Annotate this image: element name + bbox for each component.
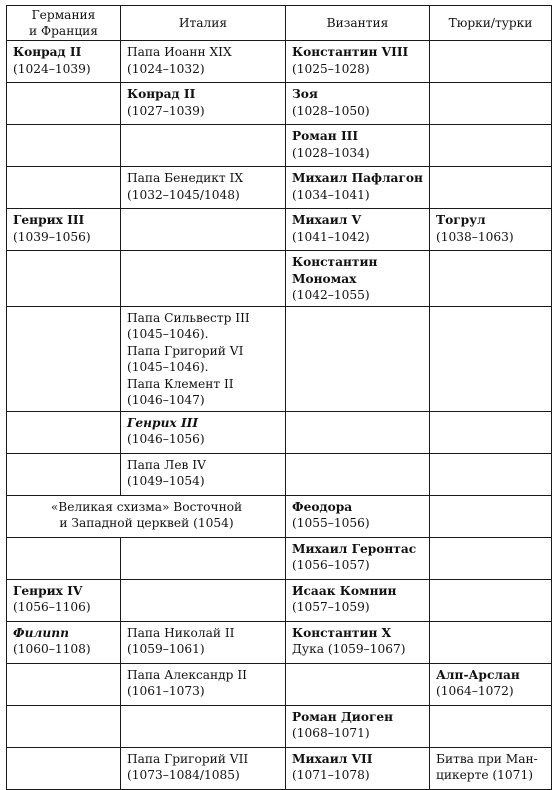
cell-line: Папа Григорий VII — [127, 751, 249, 766]
cell-line: Конрад II — [127, 87, 196, 101]
cell-line: Роман III — [292, 129, 359, 143]
cell-byzantium — [286, 495, 430, 537]
cell-line: Папа Клемент II — [127, 376, 234, 391]
cell-germany-france — [7, 41, 121, 83]
cell-turks — [430, 579, 552, 621]
cell-line: Генрих III — [127, 415, 199, 430]
cell-germany-france — [7, 453, 121, 495]
header-byzantium: Византия — [286, 6, 430, 41]
cell-turks — [430, 537, 552, 579]
cell-byzantium — [286, 83, 430, 125]
cell-turks — [430, 251, 552, 307]
cell-line: Папа Сильвестр III — [127, 310, 250, 325]
cell-turks — [430, 83, 552, 125]
cell-line: Папа Александр II — [127, 667, 247, 682]
cell-germany-france — [7, 621, 121, 663]
cell-italy — [121, 167, 286, 209]
table-row — [7, 167, 552, 209]
cell-germany-france — [7, 167, 121, 209]
cell-turks — [430, 621, 552, 663]
cell-line: (1045–1046). — [127, 360, 209, 374]
cell-schism-event — [7, 495, 286, 537]
table-row — [7, 125, 552, 167]
cell-byzantium — [286, 663, 430, 705]
table-row — [7, 411, 552, 453]
cell-line: (1042–1055) — [292, 288, 370, 302]
cell-italy — [121, 306, 286, 411]
cell-line: Генрих IV — [13, 583, 83, 598]
cell-line: (1049–1054) — [127, 474, 205, 488]
cell-germany-france — [7, 125, 121, 167]
table-body — [7, 41, 552, 790]
cell-line: (1068–1071) — [292, 726, 370, 740]
cell-line: (1057–1059) — [292, 600, 370, 614]
cell-germany-france — [7, 705, 121, 747]
header-italy: Италия — [121, 6, 286, 41]
cell-turks — [430, 705, 552, 747]
cell-line: (1056–1057) — [292, 558, 370, 572]
table-row — [7, 41, 552, 83]
cell-byzantium — [286, 209, 430, 251]
cell-italy — [121, 579, 286, 621]
cell-line: Константин X — [292, 625, 392, 640]
table-row — [7, 705, 552, 747]
cell-line: Михаил Пафлагон — [292, 171, 423, 185]
cell-line: (1032–1045/1048) — [127, 187, 240, 202]
cell-line: Дука (1059–1067) — [292, 642, 406, 656]
cell-line: Алп-Арслан — [436, 667, 520, 682]
cell-line: Мономах — [292, 271, 357, 286]
cell-line: (1046–1056) — [127, 432, 205, 446]
cell-line: Михаил VII — [292, 751, 373, 766]
cell-turks — [430, 495, 552, 537]
cell-italy — [121, 41, 286, 83]
cell-germany-france — [7, 83, 121, 125]
cell-line: Михаил V — [292, 213, 362, 227]
cell-line: (1028–1050) — [292, 103, 370, 118]
cell-byzantium — [286, 579, 430, 621]
cell-line: (1055–1056) — [292, 516, 370, 530]
cell-line: (1059–1061) — [127, 642, 205, 656]
table-row — [7, 537, 552, 579]
chronology-table — [6, 5, 552, 790]
table-row — [7, 453, 552, 495]
cell-byzantium — [286, 306, 430, 411]
cell-line: Филипп — [13, 625, 69, 640]
cell-line: (1056–1106) — [13, 600, 91, 614]
cell-germany-france — [7, 747, 121, 789]
cell-line: Константин — [292, 255, 378, 269]
cell-turks — [430, 306, 552, 411]
cell-italy — [121, 705, 286, 747]
cell-line: (1071–1078) — [292, 768, 370, 782]
cell-line: (1045–1046). — [127, 327, 209, 341]
cell-byzantium — [286, 251, 430, 307]
cell-line: (1027–1039) — [127, 103, 205, 118]
cell-germany-france — [7, 537, 121, 579]
cell-byzantium — [286, 621, 430, 663]
cell-line: (1024–1032) — [127, 61, 205, 76]
cell-byzantium — [286, 411, 430, 453]
cell-line: Папа Григорий VI — [127, 343, 244, 358]
cell-line: Конрад II — [13, 45, 82, 59]
table-row — [7, 495, 552, 537]
header-turks: Тюрки/турки — [430, 6, 552, 41]
cell-line: (1041–1042) — [292, 229, 370, 244]
cell-line: (1039–1056) — [13, 229, 91, 244]
cell-line: (1073–1084/1085) — [127, 768, 240, 782]
cell-line: Тогрул — [436, 213, 486, 227]
cell-line: Папа Бенедикт IX — [127, 171, 244, 185]
cell-line: Битва при Ман- — [436, 751, 538, 766]
cell-line: (1061–1073) — [127, 684, 205, 698]
cell-turks — [430, 747, 552, 789]
cell-byzantium — [286, 453, 430, 495]
cell-line: Генрих III — [13, 213, 85, 227]
cell-italy — [121, 663, 286, 705]
cell-byzantium — [286, 537, 430, 579]
header-row — [7, 6, 552, 41]
cell-germany-france — [7, 411, 121, 453]
cell-line: «Великая схизма» Восточной — [50, 499, 243, 514]
header-germany-france: Германия и Франция — [7, 6, 121, 41]
cell-italy — [121, 411, 286, 453]
cell-line: (1025–1028) — [292, 61, 370, 76]
cell-turks — [430, 125, 552, 167]
cell-byzantium — [286, 705, 430, 747]
cell-line: цикерте (1071) — [436, 768, 533, 782]
cell-germany-france — [7, 306, 121, 411]
cell-germany-france — [7, 251, 121, 307]
cell-line: (1038–1063) — [436, 229, 514, 244]
cell-italy — [121, 251, 286, 307]
cell-turks — [430, 411, 552, 453]
table-row — [7, 251, 552, 307]
cell-line: Папа Лев IV — [127, 457, 206, 472]
cell-germany-france — [7, 209, 121, 251]
cell-line: (1028–1034) — [292, 145, 370, 160]
cell-turks — [430, 209, 552, 251]
cell-italy — [121, 621, 286, 663]
cell-line: Исаак Комнин — [292, 583, 397, 598]
cell-line: Зоя — [292, 87, 318, 101]
table-row — [7, 621, 552, 663]
cell-germany-france — [7, 579, 121, 621]
table-row — [7, 579, 552, 621]
table-row — [7, 306, 552, 411]
cell-byzantium — [286, 747, 430, 789]
cell-turks — [430, 41, 552, 83]
cell-line: Папа Иоанн XIX — [127, 45, 232, 59]
cell-turks — [430, 453, 552, 495]
cell-line: (1060–1108) — [13, 642, 91, 656]
cell-germany-france — [7, 663, 121, 705]
cell-byzantium — [286, 125, 430, 167]
cell-line: (1034–1041) — [292, 187, 370, 202]
cell-italy — [121, 125, 286, 167]
cell-italy — [121, 209, 286, 251]
table-row — [7, 83, 552, 125]
cell-line: и Западной церквей (1054) — [59, 516, 234, 530]
table-row — [7, 663, 552, 705]
cell-italy — [121, 453, 286, 495]
cell-byzantium — [286, 167, 430, 209]
cell-turks — [430, 167, 552, 209]
cell-turks — [430, 663, 552, 705]
cell-line: Феодора — [292, 499, 353, 514]
cell-line: Константин VIII — [292, 45, 409, 59]
cell-italy — [121, 83, 286, 125]
table-row — [7, 747, 552, 789]
cell-line: Папа Николай II — [127, 625, 235, 640]
cell-line: (1046–1047) — [127, 393, 205, 407]
cell-italy — [121, 747, 286, 789]
cell-line: (1024–1039) — [13, 61, 91, 76]
cell-line: (1064–1072) — [436, 684, 514, 698]
cell-italy — [121, 537, 286, 579]
cell-line: Роман Диоген — [292, 709, 394, 724]
table-row — [7, 209, 552, 251]
cell-line: Михаил Геронтас — [292, 541, 417, 556]
cell-byzantium — [286, 41, 430, 83]
